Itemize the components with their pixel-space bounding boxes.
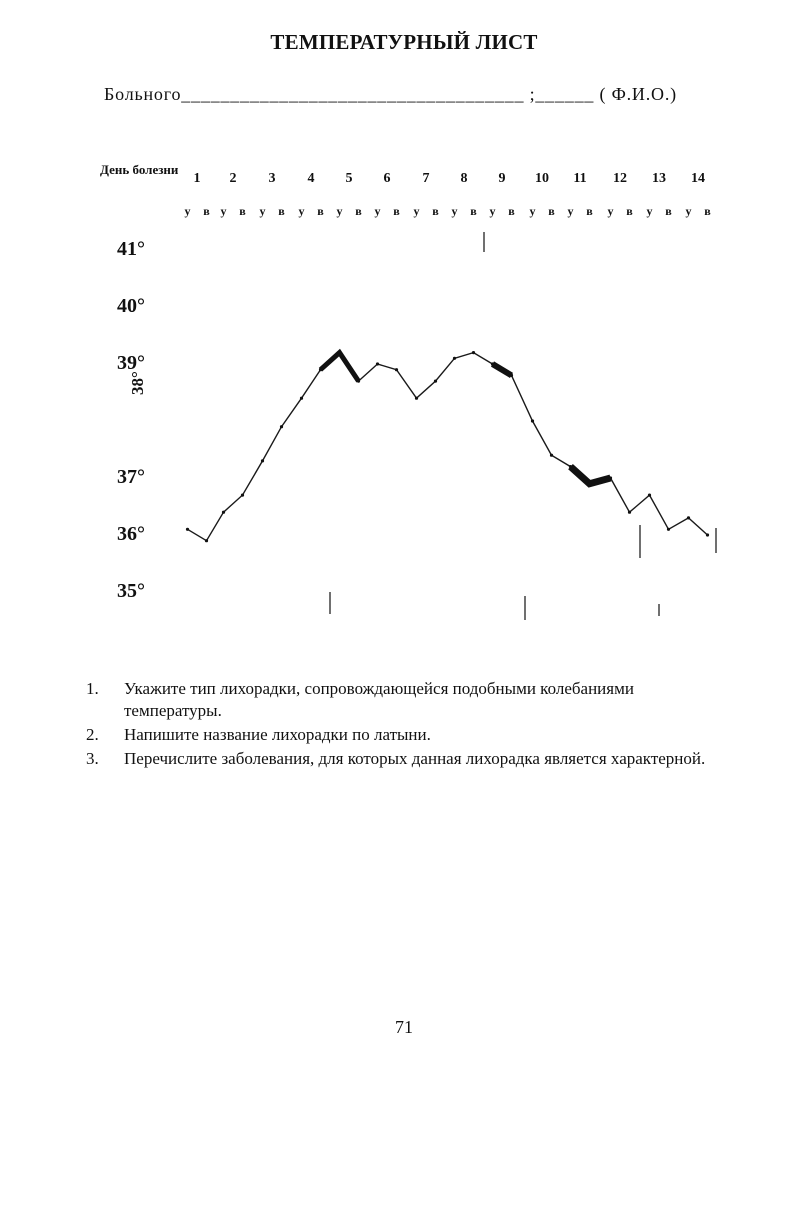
evening-label: в (626, 204, 633, 218)
day-number: 14 (691, 171, 705, 186)
temperature-tick-label: 35° (117, 580, 145, 602)
evening-label: в (432, 204, 439, 218)
question-text: Перечислите заболевания, для которых данная лихорадка является характерной. (124, 749, 706, 768)
temperature-point (648, 494, 651, 497)
evening-label: в (393, 204, 400, 218)
temperature-point (628, 511, 631, 514)
temperature-tick-label: 37° (117, 466, 145, 488)
temperature-point (550, 454, 553, 457)
question-text: Укажите тип лихорадки, сопровождающейся подобными колебаниями температуры. (124, 679, 634, 720)
temperature-point (687, 516, 690, 519)
temperature-tick-label: 39° (117, 352, 145, 374)
evening-label: в (355, 204, 362, 218)
temperature-point (491, 362, 494, 365)
morning-label: у (607, 204, 614, 218)
day-number: 7 (422, 171, 430, 186)
day-number: 1 (193, 171, 201, 186)
morning-label: у (298, 204, 305, 218)
temperature-series-emphasis (571, 467, 611, 484)
temperature-point (241, 494, 244, 497)
temperature-point (186, 528, 189, 531)
question-item (86, 724, 736, 746)
morning-label: у (451, 204, 458, 218)
temperature-point (376, 362, 379, 365)
temperature-point (357, 380, 360, 383)
temperature-series-emphasis (493, 364, 512, 375)
question-number: 1. (86, 679, 99, 698)
temperature-point (531, 419, 534, 422)
temperature-point (472, 351, 475, 354)
day-number: 2 (229, 171, 237, 186)
temperature-point (415, 397, 418, 400)
temperature-point (261, 459, 264, 462)
temperature-point (453, 357, 456, 360)
question-item (86, 678, 736, 722)
morning-label: у (259, 204, 266, 218)
day-number: 10 (535, 171, 549, 186)
evening-label: в (704, 204, 711, 218)
evening-label: в (203, 204, 210, 218)
day-number: 5 (345, 171, 353, 186)
patient-fio-hint: ( Ф.И.О.) (599, 84, 677, 104)
page-title: ТЕМПЕРАТУРНЫЙ ЛИСТ (270, 30, 538, 54)
day-number: 6 (383, 171, 391, 186)
temperature-point (222, 511, 225, 514)
temperature-point (510, 374, 513, 377)
morning-label: у (220, 204, 227, 218)
morning-label: у (184, 204, 191, 218)
day-number: 4 (307, 171, 315, 186)
morning-label: у (374, 204, 381, 218)
questions-list (86, 678, 736, 772)
morning-label: у (489, 204, 496, 218)
morning-label: у (646, 204, 653, 218)
question-number: 3. (86, 749, 99, 768)
day-number: 12 (613, 171, 627, 186)
evening-label: в (508, 204, 515, 218)
temperature-tick-label: 38° (128, 371, 147, 395)
evening-label: в (548, 204, 555, 218)
temperature-point (319, 368, 322, 371)
evening-label: в (239, 204, 246, 218)
evening-label: в (665, 204, 672, 218)
temperature-point (338, 351, 341, 354)
temperature-point (569, 465, 572, 468)
morning-label: у (336, 204, 343, 218)
question-item (86, 748, 736, 770)
temperature-point (434, 380, 437, 383)
temperature-series-emphasis (321, 353, 359, 382)
temperature-point (706, 533, 709, 536)
evening-label: в (586, 204, 593, 218)
temperature-point (280, 425, 283, 428)
day-number: 8 (460, 171, 468, 186)
page-number: 71 (395, 1017, 413, 1037)
temperature-point (667, 528, 670, 531)
temperature-point (609, 476, 612, 479)
day-number: 9 (498, 171, 506, 186)
temperature-point (205, 539, 208, 542)
morning-label: у (685, 204, 692, 218)
temperature-tick-label: 40° (117, 295, 145, 317)
patient-label: Больного (104, 84, 182, 104)
temperature-tick-label: 36° (117, 523, 145, 545)
day-number: 3 (268, 171, 276, 186)
temperature-point (395, 368, 398, 371)
patient-separator: ;______ (529, 84, 595, 104)
morning-label: у (567, 204, 574, 218)
question-text: Напишите название лихорадки по латыни. (124, 725, 431, 744)
day-number: 11 (573, 171, 587, 186)
question-number: 2. (86, 725, 99, 744)
day-of-illness-label: День болезни (100, 162, 179, 177)
evening-label: в (278, 204, 285, 218)
evening-label: в (470, 204, 477, 218)
temperature-point (300, 397, 303, 400)
day-number: 13 (652, 171, 666, 186)
temperature-point (588, 482, 591, 485)
morning-label: у (529, 204, 536, 218)
temperature-tick-label: 41° (117, 238, 145, 260)
evening-label: в (317, 204, 324, 218)
morning-label: у (413, 204, 420, 218)
patient-name-blank: ___________________________________ (181, 84, 525, 104)
